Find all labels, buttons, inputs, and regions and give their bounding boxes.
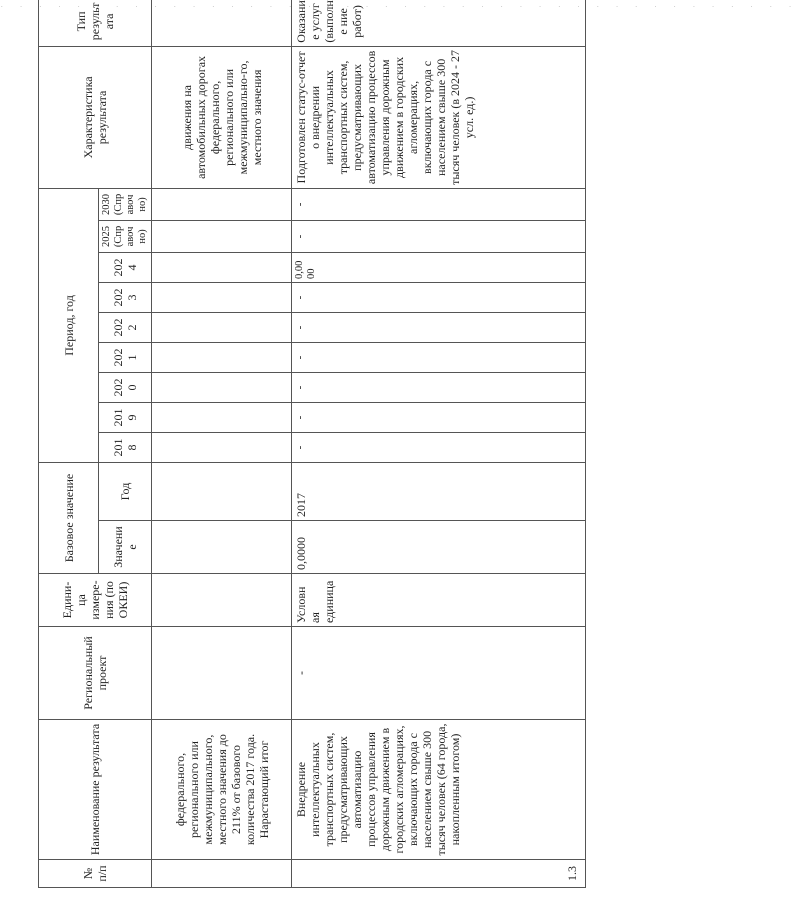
header-characteristic: Характеристика результата: [39, 46, 152, 188]
row-num: 1.3: [292, 860, 586, 888]
row-unit: Условн ая единица: [292, 574, 586, 627]
table-row-continuation: [152, 0, 292, 888]
row-name: Внедрение интеллектуальных транспортных систем, предусматривающих автоматизацию процессов управления дорожным движением в городских агломерациях, включающих города с населением свыше 300 тысяч человек (64 города, накопленным итогом): [292, 720, 586, 860]
row-year-2025: -: [292, 220, 586, 252]
cont-year-2030: [152, 188, 292, 220]
cont-year-2024: [152, 252, 292, 282]
cont-base-value: [152, 521, 292, 574]
cont-year-2025: [152, 220, 292, 252]
row-year-2019: -: [292, 402, 586, 432]
header-base-value: Значение: [99, 521, 152, 574]
row-year-2030: -: [292, 188, 586, 220]
cont-base-year: [152, 462, 292, 520]
row-year-2022: -: [292, 312, 586, 342]
header-year-2030: 2030 (Спр авоч но): [99, 188, 152, 220]
header-base: Базовое значение: [39, 462, 99, 573]
row-year-2021: -: [292, 342, 586, 372]
header-year-2022: 2022: [99, 312, 152, 342]
cont-year-2019: [152, 402, 292, 432]
row-regional-project: -: [292, 627, 586, 720]
cont-year-2023: [152, 282, 292, 312]
row-year-2020: -: [292, 372, 586, 402]
row-year-2018: -: [292, 432, 586, 462]
row-type: Оказание услуг (выполне ние работ): [292, 0, 586, 46]
row-year-2023: -: [292, 282, 586, 312]
row-year-2024: 0,00 00: [292, 252, 586, 282]
results-table: [38, 0, 586, 888]
cont-regional-project: [152, 627, 292, 720]
table-row: [292, 0, 586, 888]
header-year-2018: 2018: [99, 432, 152, 462]
header-year-2025: 2025 (Спр авоч но): [99, 220, 152, 252]
header-name: Наименование результата: [39, 720, 152, 860]
header-year-2021: 2021: [99, 342, 152, 372]
header-base-year: Год: [99, 462, 152, 520]
header-year-2020: 2020: [99, 372, 152, 402]
row-base-year: 2017: [292, 462, 586, 520]
cont-year-2021: [152, 342, 292, 372]
rotated-table-wrapper: [38, 0, 586, 888]
cont-unit: [152, 574, 292, 627]
header-year-2024: 2024: [99, 252, 152, 282]
cont-year-2018: [152, 432, 292, 462]
header-regional-project: Региональный проект: [39, 627, 152, 720]
header-num: № п/п: [39, 860, 152, 888]
cont-year-2020: [152, 372, 292, 402]
scan-border-dots: . . . . . . . . . . . . . . . . . . . . . . . . . . . . . . . . . . . . . . . . . .: [0, 2, 798, 9]
header-type: Тип результата: [39, 0, 152, 46]
cont-name: федерального, регионального или межмуниципального, местного значения до 211% от базового количества 2017 года. Нарастающий итог: [152, 720, 292, 860]
cont-num: [152, 860, 292, 888]
cont-characteristic: движения на автомобильных дорогах федерального, регионального или межмуниципально-го, местного значения: [152, 46, 292, 188]
header-unit: Едини-ца измере-ния (по ОКЕИ): [39, 574, 152, 627]
row-characteristic: Подготовлен статус-отчет о внедрении интеллектуальных транспортных систем, предусматривающих автоматизацию процессов управления дорожным движением в городских агломерациях, включающих города с населением свыше 300 тысяч человек (в 2024 - 27 усл. ед.): [292, 46, 586, 188]
cont-type: [152, 0, 292, 46]
header-period: Период, год: [39, 188, 99, 462]
header-year-2023: 2023: [99, 282, 152, 312]
header-year-2019: 2019: [99, 402, 152, 432]
cont-year-2022: [152, 312, 292, 342]
row-base-value: 0,0000: [292, 521, 586, 574]
